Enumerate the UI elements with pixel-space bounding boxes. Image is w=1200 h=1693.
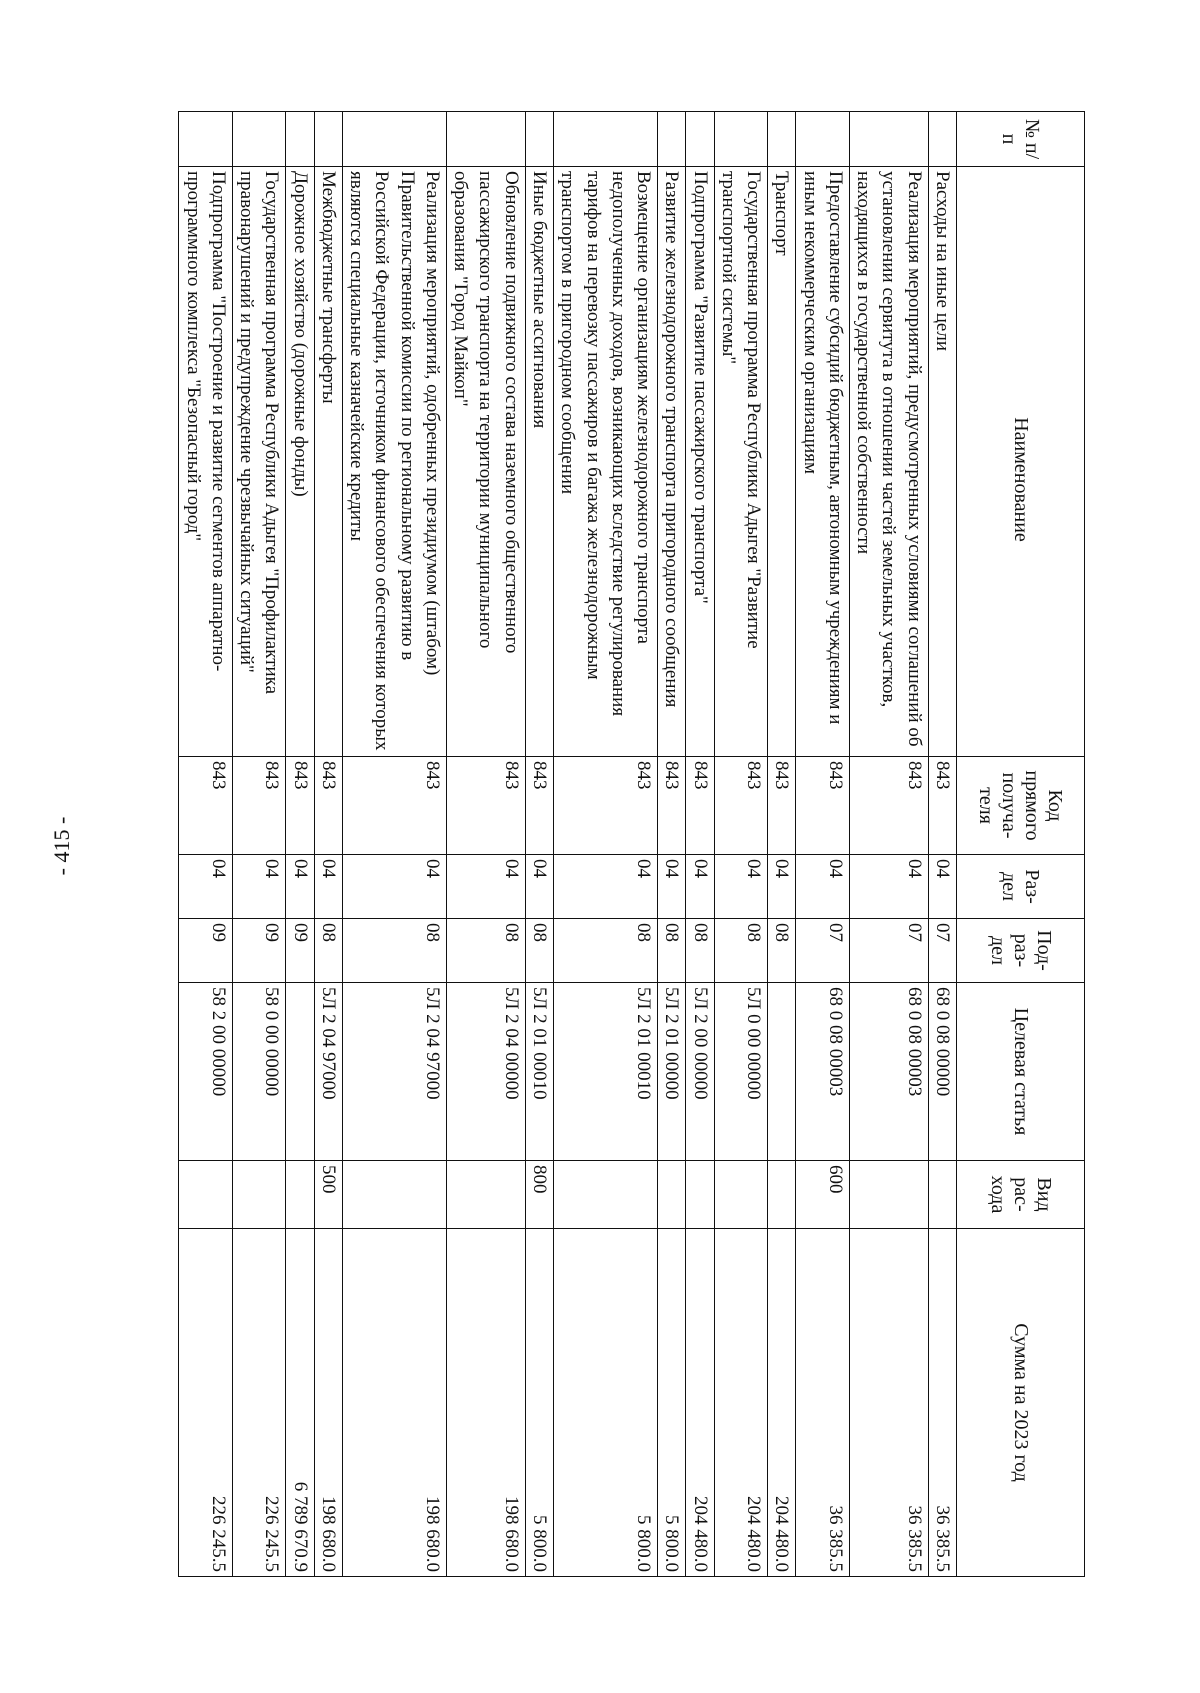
row-code: 843: [849, 757, 928, 855]
row-article: 58 0 00 00000: [232, 983, 286, 1161]
table-row: [768, 112, 796, 1577]
row-name: Обновление подвижного состава наземного общественного пассажирского транспорта на территории муниципального образования "Город Майкоп": [446, 167, 525, 757]
row-code: 843: [232, 757, 286, 855]
row-sum: 204 480.0: [714, 1229, 768, 1577]
table-row: [714, 112, 768, 1577]
row-name: Подпрограмма "Развитие пассажирского транспорта": [686, 167, 714, 757]
row-type: 800: [525, 1161, 553, 1229]
row-code: 843: [686, 757, 714, 855]
row-subsection: 08: [768, 919, 796, 983]
row-name: Развитие железнодорожного транспорта пригородного сообщения: [658, 167, 686, 757]
row-sum: 6 789 670.9: [286, 1229, 314, 1577]
row-type: [686, 1161, 714, 1229]
row-type: [768, 1161, 796, 1229]
row-article: 5Л 2 01 00000: [658, 983, 686, 1161]
row-article: 5Л 2 01 00010: [525, 983, 553, 1161]
table-row: [446, 112, 525, 1577]
table-row: [342, 112, 446, 1577]
table-row: [179, 112, 233, 1577]
row-article: 5Л 2 04 00000: [446, 983, 525, 1161]
row-type: [849, 1161, 928, 1229]
row-num: [232, 112, 286, 167]
row-code: 843: [446, 757, 525, 855]
row-num: [714, 112, 768, 167]
row-section: 04: [928, 855, 956, 919]
row-sum: 5 800.0: [658, 1229, 686, 1577]
row-num: [796, 112, 850, 167]
row-type: [179, 1161, 233, 1229]
table-header-row: [957, 112, 1085, 1577]
table-row: [554, 112, 658, 1577]
row-section: 04: [525, 855, 553, 919]
row-sum: 226 245.5: [179, 1229, 233, 1577]
row-type: [928, 1161, 956, 1229]
row-name: Транспорт: [768, 167, 796, 757]
header-article: Целевая статья: [957, 983, 1085, 1161]
row-name: Подпрограмма "Построение и развитие сегментов аппаратно-программного комплекса "Безопасный город": [179, 167, 233, 757]
row-name: Возмещение организациям железнодорожного транспорта недополученных доходов, возникающих вследствие регулирования тарифов на перевозку пассажиров и багажа железнодорожным транспортом в пригородном сообщении: [554, 167, 658, 757]
row-num: [179, 112, 233, 167]
row-code: 843: [658, 757, 686, 855]
row-code: 843: [768, 757, 796, 855]
row-name: Межбюджетные трансферты: [314, 167, 342, 757]
row-sum: 36 385.5: [849, 1229, 928, 1577]
row-sum: 198 680.0: [314, 1229, 342, 1577]
row-type: [446, 1161, 525, 1229]
budget-table: [178, 111, 1085, 1577]
row-num: [525, 112, 553, 167]
table-row: [232, 112, 286, 1577]
table-row: [796, 112, 850, 1577]
row-section: 04: [686, 855, 714, 919]
row-name: Дорожное хозяйство (дорожные фонды): [286, 167, 314, 757]
row-sum: 36 385.5: [928, 1229, 956, 1577]
row-sum: 36 385.5: [796, 1229, 850, 1577]
row-type: 600: [796, 1161, 850, 1229]
row-section: 04: [796, 855, 850, 919]
row-sum: 204 480.0: [686, 1229, 714, 1577]
row-sum: 198 680.0: [446, 1229, 525, 1577]
table-row: [686, 112, 714, 1577]
table-row: [849, 112, 928, 1577]
table-row: [658, 112, 686, 1577]
table-body: [179, 112, 957, 1577]
row-num: [554, 112, 658, 167]
row-section: 04: [554, 855, 658, 919]
row-code: 843: [314, 757, 342, 855]
row-section: 04: [314, 855, 342, 919]
row-article: 5Л 0 00 00000: [714, 983, 768, 1161]
row-section: 04: [286, 855, 314, 919]
row-num: [768, 112, 796, 167]
row-type: [714, 1161, 768, 1229]
row-article: 5Л 2 04 97000: [342, 983, 446, 1161]
row-section: 04: [179, 855, 233, 919]
row-type: [658, 1161, 686, 1229]
row-num: [686, 112, 714, 167]
row-type: [286, 1161, 314, 1229]
row-article: [286, 983, 314, 1161]
row-article: [768, 983, 796, 1161]
row-subsection: 08: [686, 919, 714, 983]
row-num: [314, 112, 342, 167]
row-num: [286, 112, 314, 167]
row-subsection: 08: [714, 919, 768, 983]
header-subsection: Под-раз-дел: [957, 919, 1085, 983]
row-article: 68 0 08 00003: [796, 983, 850, 1161]
page-number: - 415 -: [49, 816, 74, 876]
row-subsection: 08: [342, 919, 446, 983]
row-sum: 226 245.5: [232, 1229, 286, 1577]
row-subsection: 07: [928, 919, 956, 983]
header-sum: Сумма на 2023 год: [957, 1229, 1085, 1577]
header-name: Наименование: [957, 167, 1085, 757]
row-sum: 5 800.0: [525, 1229, 553, 1577]
header-section: Раз-дел: [957, 855, 1085, 919]
row-section: 04: [658, 855, 686, 919]
row-code: 843: [554, 757, 658, 855]
row-num: [342, 112, 446, 167]
row-type: [342, 1161, 446, 1229]
rotated-table-wrapper: [105, 111, 1085, 1576]
row-subsection: 08: [314, 919, 342, 983]
row-subsection: 09: [286, 919, 314, 983]
row-article: 68 0 08 00000: [928, 983, 956, 1161]
table-row: [314, 112, 342, 1577]
row-num: [849, 112, 928, 167]
row-sum: 5 800.0: [554, 1229, 658, 1577]
header-num: № п/п: [957, 112, 1085, 167]
row-section: 04: [342, 855, 446, 919]
row-name: Иные бюджетные ассигнования: [525, 167, 553, 757]
table-row: [525, 112, 553, 1577]
row-code: 843: [714, 757, 768, 855]
row-sum: 204 480.0: [768, 1229, 796, 1577]
row-section: 04: [768, 855, 796, 919]
row-code: 843: [286, 757, 314, 855]
row-num: [658, 112, 686, 167]
row-section: 04: [714, 855, 768, 919]
row-type: [554, 1161, 658, 1229]
row-subsection: 07: [796, 919, 850, 983]
row-name: Реализация мероприятий, предусмотренных условиями соглашений об установлении сервитута в отношении частей земельных участков, находящихся в государственной собственности: [849, 167, 928, 757]
row-subsection: 08: [525, 919, 553, 983]
row-subsection: 08: [554, 919, 658, 983]
row-subsection: 07: [849, 919, 928, 983]
row-name: Государственная программа Республики Адыгея "Развитие транспортной системы": [714, 167, 768, 757]
row-name: Государственная программа Республики Адыгея "Профилактика правонарушений и предупреждение чрезвычайных ситуаций": [232, 167, 286, 757]
row-sum: 198 680.0: [342, 1229, 446, 1577]
row-num: [928, 112, 956, 167]
row-type: [232, 1161, 286, 1229]
row-article: 5Л 2 00 00000: [686, 983, 714, 1161]
header-code: Код прямого получа-теля: [957, 757, 1085, 855]
row-subsection: 09: [232, 919, 286, 983]
row-section: 04: [232, 855, 286, 919]
row-code: 843: [796, 757, 850, 855]
row-num: [446, 112, 525, 167]
row-article: 5Л 2 01 00010: [554, 983, 658, 1161]
row-article: 5Л 2 04 97000: [314, 983, 342, 1161]
row-code: 843: [928, 757, 956, 855]
row-section: 04: [849, 855, 928, 919]
row-name: Предоставление субсидий бюджетным, автономным учреждениям и иным некоммерческим организациям: [796, 167, 850, 757]
row-name: Расходы на иные цели: [928, 167, 956, 757]
row-subsection: 09: [179, 919, 233, 983]
row-code: 843: [179, 757, 233, 855]
row-subsection: 08: [446, 919, 525, 983]
row-subsection: 08: [658, 919, 686, 983]
row-type: 500: [314, 1161, 342, 1229]
table-row: [928, 112, 956, 1577]
row-code: 843: [525, 757, 553, 855]
table-row: [286, 112, 314, 1577]
header-type: Вид рас-хода: [957, 1161, 1085, 1229]
row-name: Реализация мероприятий, одобренных президиумом (штабом) Правительственной комиссии по региональному развитию в Российской Федерации, источником финансового обеспечения которых являются специальные казначейские кредиты: [342, 167, 446, 757]
row-code: 843: [342, 757, 446, 855]
row-section: 04: [446, 855, 525, 919]
row-article: 68 0 08 00003: [849, 983, 928, 1161]
row-article: 58 2 00 00000: [179, 983, 233, 1161]
